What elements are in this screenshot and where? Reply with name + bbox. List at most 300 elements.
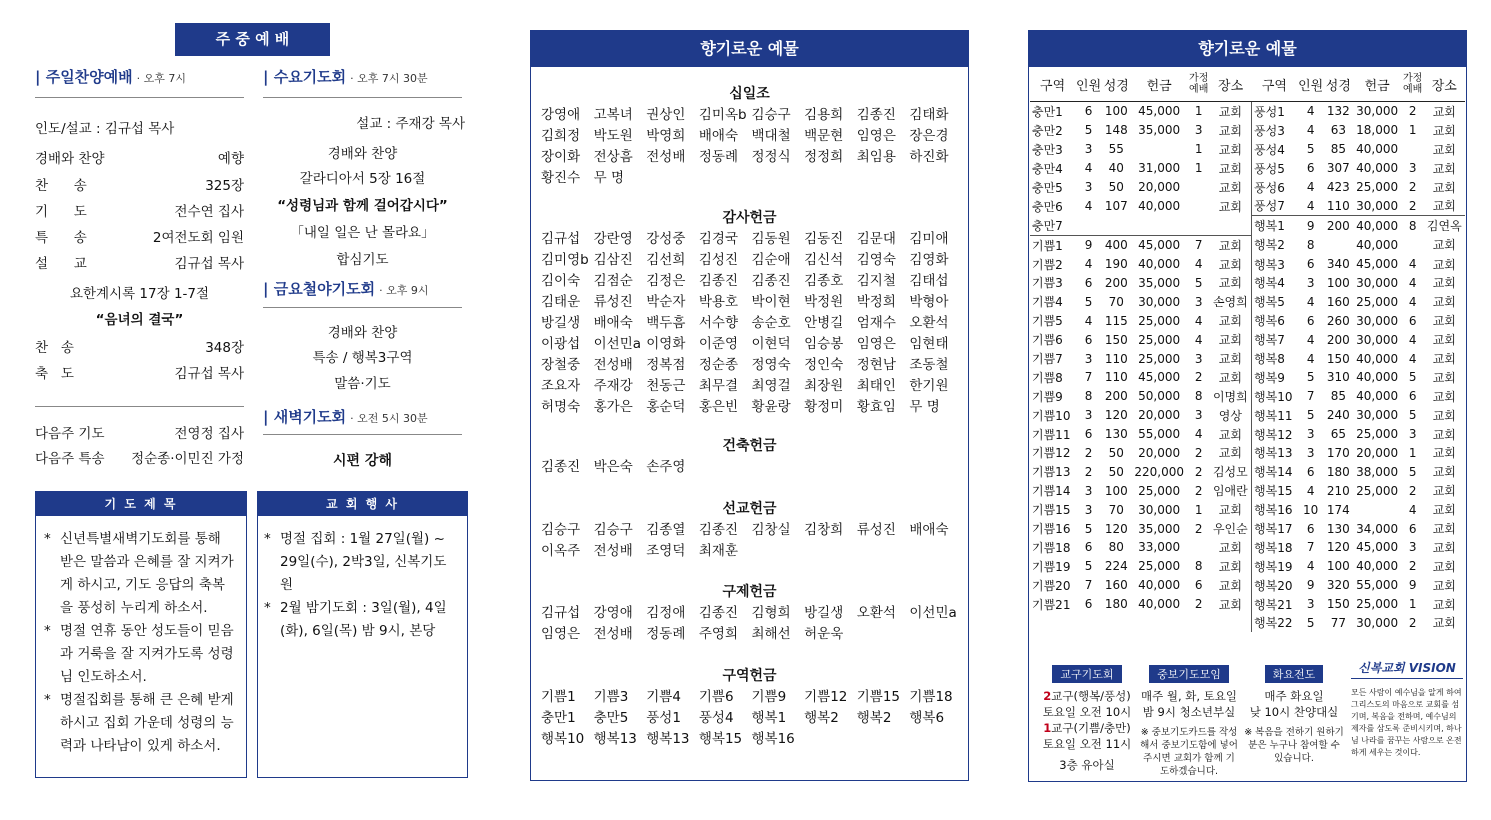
- donor-name: 류성진: [593, 294, 633, 310]
- donor-name: 정정희: [804, 149, 844, 165]
- table-cell: 240: [1326, 408, 1350, 423]
- donor-name: 김동원: [751, 231, 791, 247]
- table-row: [1030, 349, 1465, 368]
- table-cell: 7: [1306, 389, 1315, 404]
- donor-name: 류성진: [856, 522, 896, 538]
- table-row: [1030, 481, 1465, 500]
- table-row: [1030, 274, 1465, 293]
- table-cell: 25,000: [1138, 313, 1181, 328]
- offering-name-list: [541, 687, 962, 750]
- table-cell: 120: [1326, 540, 1350, 555]
- donor-name: 김종진: [698, 605, 738, 621]
- table-cell: 340: [1326, 257, 1350, 272]
- table-cell: 행복16: [1254, 503, 1293, 518]
- table-cell: 교회: [1210, 274, 1252, 293]
- donor-name: 기쁨6: [698, 689, 734, 705]
- table-cell: 기쁨18: [1032, 540, 1071, 555]
- table-cell: 35,000: [1138, 275, 1181, 290]
- table-cell: 6: [1084, 427, 1093, 442]
- table-cell: [1188, 178, 1210, 197]
- donor-name: 정동례: [646, 626, 686, 642]
- table-cell: 40,000: [1138, 199, 1181, 214]
- donor-name: 김경국: [698, 231, 738, 247]
- table-cell: 45,000: [1356, 540, 1399, 555]
- offering-group-title: 건축헌금: [722, 438, 777, 454]
- column-header: 인원: [1075, 67, 1102, 102]
- table-row: [1030, 368, 1465, 387]
- donor-name: 고복녀: [593, 107, 633, 123]
- donor-name: 행복2: [856, 710, 892, 726]
- table-cell: 행복12: [1254, 427, 1293, 442]
- table-cell: 4: [1194, 332, 1203, 347]
- table-cell: 교회: [1432, 540, 1456, 555]
- table-cell: 3: [1084, 408, 1093, 423]
- table-cell: 교회: [1432, 503, 1456, 518]
- table-cell: 기쁨7: [1032, 352, 1063, 367]
- donor-name: 정순종: [698, 357, 738, 373]
- sunday-closing-label: 축 도: [35, 366, 74, 382]
- table-cell: [1188, 216, 1210, 235]
- table-cell: 풍성4: [1254, 142, 1285, 157]
- wednesday-service-title: | 수요기도회 · 오후 7시 30분: [263, 68, 428, 86]
- table-cell: 3: [1194, 123, 1203, 138]
- donor-name: 기쁨15: [856, 689, 901, 705]
- intercession-note: ※ 중보기도카드를 작성해서 중보기도함에 넣어주시면 교회가 함께 기도하겠습니다.: [1140, 727, 1238, 777]
- donor-name: 정동례: [698, 149, 738, 165]
- table-cell: 6: [1306, 521, 1315, 536]
- church-event-item: * 2월 밤기도회 : 3일(월), 4일(화), 6일(목) 밤 9시, 본당: [280, 597, 457, 643]
- table-cell: 40,000: [1356, 237, 1399, 252]
- evangelism-line-1: 매주 화요일: [1264, 689, 1324, 703]
- table-cell: [1131, 140, 1188, 159]
- table-cell: [1402, 140, 1424, 159]
- table-cell: 1: [1408, 445, 1417, 460]
- table-cell: [1102, 216, 1131, 235]
- dawn-service-title: | 새벽기도회 · 오전 5시 30분: [263, 408, 428, 426]
- table-cell: 행복10: [1254, 389, 1293, 404]
- table-cell: 교회: [1210, 538, 1252, 557]
- sunday-label: 기 도: [35, 204, 87, 220]
- donor-name: 임승봉: [804, 336, 844, 352]
- table-cell: 260: [1326, 313, 1350, 328]
- table-cell: 6: [1408, 313, 1417, 328]
- offering-group-title: 구역헌금: [722, 668, 777, 684]
- table-cell: 행복8: [1254, 352, 1285, 367]
- friday-line-3: 말씀·기도: [334, 376, 391, 392]
- table-cell: [1188, 538, 1210, 557]
- table-cell: 9: [1084, 238, 1093, 253]
- table-cell: 45,000: [1138, 238, 1181, 253]
- church-events-box: [257, 491, 468, 778]
- table-cell: 55,000: [1356, 578, 1399, 593]
- donor-name: 천동근: [646, 378, 686, 394]
- table-cell: 3: [1194, 408, 1203, 423]
- table-cell: 4: [1408, 275, 1417, 290]
- table-cell: 160: [1326, 294, 1350, 309]
- donor-name: 황진수: [541, 170, 581, 186]
- table-cell: 행복20: [1254, 578, 1293, 593]
- table-cell: 150: [1326, 351, 1350, 366]
- table-row: [1030, 196, 1465, 215]
- table-cell: 6: [1408, 389, 1417, 404]
- donor-name: 김형희: [751, 605, 791, 621]
- donor-name: 김선희: [646, 252, 686, 268]
- offering-name-list: [541, 105, 962, 189]
- table-cell: 행복18: [1254, 540, 1293, 555]
- table-cell: 55: [1108, 142, 1124, 157]
- donor-name: 백문현: [804, 128, 844, 144]
- table-cell: 기쁨19: [1032, 559, 1071, 574]
- district-offerings-table: [1030, 67, 1465, 632]
- donor-name: 김미애: [909, 231, 949, 247]
- donor-name: 강란영: [593, 231, 633, 247]
- table-cell: 4: [1306, 332, 1315, 347]
- table-cell: 교회: [1210, 235, 1252, 254]
- table-cell: 30,000: [1356, 275, 1399, 290]
- donor-name: 박순자: [646, 294, 686, 310]
- intercession-block: [1139, 663, 1239, 778]
- district2-number: 2: [1043, 689, 1052, 703]
- table-cell: 50: [1108, 464, 1124, 479]
- table-cell: 200: [1326, 218, 1350, 233]
- sunday-value: 김규섭 목사: [174, 256, 244, 272]
- table-cell: 100: [1326, 275, 1350, 290]
- table-cell: 4: [1306, 180, 1315, 194]
- district2-time: 토요일 오전 10시: [1042, 705, 1132, 719]
- table-cell: 100: [1326, 559, 1350, 574]
- table-cell: 55,000: [1138, 427, 1181, 442]
- column-header: 장소: [1424, 67, 1465, 102]
- table-cell: 3: [1084, 502, 1093, 517]
- district-prayer-header: 교구기도회: [1052, 665, 1121, 683]
- table-cell: 1: [1408, 597, 1417, 612]
- table-cell: 3: [1084, 483, 1093, 498]
- table-cell: 5: [1084, 521, 1093, 536]
- table-cell: [1131, 614, 1188, 633]
- donor-name: 정현남: [856, 357, 896, 373]
- prayer-topics-header: 기 도 제 목: [36, 492, 246, 516]
- table-row: [1030, 292, 1465, 311]
- donor-name: 이광섭: [541, 336, 581, 352]
- donor-name: 임현태: [909, 336, 949, 352]
- table-cell: 3: [1408, 427, 1417, 442]
- table-cell: 100: [1104, 483, 1128, 498]
- table-cell: 20,000: [1138, 180, 1181, 194]
- table-cell: 2: [1084, 445, 1093, 460]
- donor-name: 김지철: [856, 273, 896, 289]
- sunday-value: 예향: [217, 151, 244, 167]
- table-row: [1030, 121, 1465, 140]
- offering-name-list: [541, 457, 962, 478]
- table-cell: 교회: [1210, 425, 1252, 444]
- table-cell: 8: [1084, 389, 1093, 404]
- table-cell: 행복7: [1254, 333, 1285, 348]
- table-cell: 6: [1306, 464, 1315, 479]
- table-cell: 190: [1104, 257, 1128, 272]
- table-cell: 31,000: [1138, 161, 1181, 176]
- next-week-label: 다음주 특송: [35, 451, 105, 467]
- table-cell: 40,000: [1356, 142, 1399, 157]
- column-header: 성경: [1324, 67, 1353, 102]
- table-cell: 5: [1306, 142, 1315, 157]
- table-cell: 35,000: [1138, 123, 1181, 138]
- sunday-sermon-title: “음녀의 결국”: [95, 312, 184, 328]
- table-cell: 풍성3: [1254, 123, 1285, 138]
- donor-name: 전성배: [593, 357, 633, 373]
- donor-name: 행복15: [698, 731, 743, 747]
- table-row: [1030, 576, 1465, 595]
- column-header: 헌금: [1353, 67, 1402, 102]
- table-cell: 25,000: [1356, 597, 1399, 612]
- offering-group-title: 선교헌금: [722, 501, 777, 517]
- table-cell: 100: [1104, 104, 1128, 119]
- table-cell: 교회: [1432, 180, 1456, 195]
- table-cell: 교회: [1210, 595, 1252, 614]
- table-cell: 210: [1326, 483, 1350, 498]
- table-cell: 5: [1306, 370, 1315, 385]
- donor-name: 최임용: [856, 149, 896, 165]
- table-cell: 170: [1326, 445, 1350, 460]
- table-cell: [1131, 216, 1188, 235]
- table-row: [1030, 330, 1465, 349]
- table-cell: 115: [1104, 313, 1128, 328]
- table-cell: 130: [1104, 427, 1128, 442]
- sunday-closing-row: [35, 362, 244, 382]
- table-cell: 교회: [1432, 616, 1456, 631]
- table-cell: 8: [1194, 389, 1203, 404]
- table-cell: 충만4: [1032, 161, 1063, 176]
- table-cell: 행복15: [1254, 484, 1293, 499]
- table-cell: [1402, 235, 1424, 254]
- sunday-row: [35, 226, 244, 246]
- table-cell: 40,000: [1356, 389, 1399, 404]
- table-cell: 교회: [1424, 196, 1465, 215]
- donor-name: 무 명: [909, 399, 940, 415]
- donor-name: 오환석: [909, 315, 949, 331]
- sunday-closing-label: 찬 송: [35, 340, 74, 356]
- table-cell: 6: [1084, 104, 1093, 119]
- table-cell: 5: [1306, 615, 1315, 630]
- sunday-row: [35, 200, 244, 220]
- table-cell: 행복13: [1254, 446, 1293, 461]
- table-cell: 110: [1104, 370, 1128, 385]
- table-cell: 38,000: [1356, 464, 1399, 479]
- table-cell: 1: [1194, 161, 1203, 176]
- table-cell: 교회: [1210, 121, 1252, 140]
- table-cell: 기쁨4: [1032, 295, 1063, 310]
- table-cell: 130: [1326, 521, 1350, 536]
- table-cell: 기쁨6: [1032, 333, 1063, 348]
- table-cell: 7: [1084, 578, 1093, 593]
- table-cell: 3: [1084, 351, 1093, 366]
- table-row: [1030, 102, 1465, 121]
- table-row: [1030, 500, 1465, 519]
- donor-name: 황정미: [804, 399, 844, 415]
- divider: [35, 97, 244, 98]
- table-row: [1030, 387, 1465, 406]
- offerings-header: 향기로운 예물: [531, 31, 968, 67]
- donor-name: 박형아: [909, 294, 949, 310]
- donor-name: 박영희: [646, 128, 686, 144]
- donor-name: 서수향: [698, 315, 738, 331]
- donor-name: 엄재수: [856, 315, 896, 331]
- table-cell: 교회: [1432, 104, 1456, 119]
- table-cell: 200: [1326, 332, 1350, 347]
- evangelism-block: [1244, 663, 1344, 765]
- table-cell: 9: [1306, 578, 1315, 593]
- table-cell: 교회: [1210, 255, 1252, 274]
- table-cell: 충만3: [1032, 142, 1063, 157]
- table-cell: 1: [1408, 123, 1417, 138]
- table-cell: 4: [1194, 257, 1203, 272]
- donor-name: 박정희: [856, 294, 896, 310]
- sunday-label: 경배와 찬양: [35, 151, 105, 167]
- table-cell: 8: [1194, 559, 1203, 574]
- table-cell: 40: [1108, 161, 1124, 176]
- sunday-service-title: | 주일찬양예배 · 오후 7시: [35, 68, 187, 86]
- table-cell: 교회: [1432, 352, 1456, 367]
- table-cell: 5: [1306, 408, 1315, 423]
- offering-name-list: [541, 603, 962, 645]
- donor-name: 장이화: [541, 149, 581, 165]
- table-cell: 6: [1194, 578, 1203, 593]
- donor-name: 정정식: [751, 149, 791, 165]
- table-cell: 120: [1104, 408, 1128, 423]
- table-cell: 6: [1084, 540, 1093, 555]
- donor-name: 강영애: [541, 107, 581, 123]
- donor-name: 김동진: [804, 231, 844, 247]
- table-row: [1030, 406, 1465, 425]
- donor-name: 홍순덕: [646, 399, 686, 415]
- table-cell: 8: [1408, 218, 1417, 233]
- table-cell: 행복11: [1254, 408, 1293, 423]
- donor-name: 배애숙: [909, 522, 949, 538]
- table-cell: 423: [1326, 180, 1350, 194]
- offering-name-list: [541, 520, 962, 562]
- table-cell: 6: [1084, 332, 1093, 347]
- prayer-topic-item: * 신년특별새벽기도회를 통해 받은 말씀과 은혜를 잘 지켜가게 하시고, 기도 응답의 축복을 풍성히 누리게 하소서.: [60, 528, 236, 620]
- sunday-row: [35, 174, 244, 194]
- table-cell: 25,000: [1138, 483, 1181, 498]
- wednesday-song: 「내일 일은 난 몰라요」: [290, 225, 435, 241]
- table-cell: 180: [1326, 464, 1350, 479]
- offerings-table-header: 향기로운 예물: [1029, 31, 1466, 67]
- donor-name: 강영애: [593, 605, 633, 621]
- donor-name: 충만1: [541, 710, 576, 726]
- table-cell: 4: [1306, 104, 1315, 119]
- table-cell: 교회: [1210, 159, 1252, 178]
- table-cell: 5: [1084, 294, 1093, 309]
- table-cell: 교회: [1432, 559, 1456, 574]
- donor-name: 최무결: [698, 378, 738, 394]
- table-row: [1030, 235, 1465, 254]
- sunday-value: 2여전도회 임원: [152, 230, 244, 246]
- table-cell: 김성모: [1210, 462, 1252, 481]
- table-cell: 35,000: [1138, 521, 1181, 536]
- donor-name: 행복2: [804, 710, 839, 726]
- prayer-topic-item: * 명절 연휴 동안 성도들이 믿음과 거룩을 잘 지켜가도록 성령님 인도하소서.: [60, 620, 236, 689]
- table-cell: 기쁨3: [1032, 276, 1063, 291]
- donor-name: 김종진: [698, 522, 738, 538]
- sunday-value: 전수연 집사: [174, 204, 244, 220]
- column-header: 인원: [1297, 67, 1324, 102]
- table-cell: 120: [1104, 521, 1128, 536]
- table-cell: 6: [1408, 521, 1417, 536]
- donor-name: 풍성1: [646, 710, 681, 726]
- table-row: [1030, 255, 1465, 274]
- donor-name: 이영화: [646, 336, 686, 352]
- table-cell: 기쁨15: [1032, 503, 1071, 518]
- table-cell: 기쁨2: [1032, 257, 1063, 272]
- district1-number: 1: [1043, 721, 1052, 735]
- table-cell: [1102, 614, 1131, 633]
- table-cell: 5: [1194, 275, 1203, 290]
- table-cell: 18,000: [1356, 123, 1399, 138]
- table-cell: 70: [1108, 294, 1124, 309]
- column-header: 구역: [1030, 67, 1075, 102]
- table-cell: 63: [1330, 123, 1346, 138]
- table-cell: 3: [1194, 294, 1203, 309]
- table-cell: 20,000: [1356, 445, 1399, 460]
- donor-name: 최장원: [804, 378, 844, 394]
- table-cell: 85: [1330, 142, 1346, 157]
- donor-name: 조영덕: [646, 543, 686, 559]
- table-cell: 50: [1108, 445, 1124, 460]
- donor-name: 박용호: [698, 294, 738, 310]
- donor-name: 김종진: [698, 273, 738, 289]
- donor-name: 행복6: [909, 710, 945, 726]
- table-cell: 풍성1: [1254, 104, 1285, 119]
- table-cell: 4: [1306, 351, 1315, 366]
- table-cell: 5: [1408, 464, 1417, 479]
- table-cell: 25,000: [1138, 332, 1181, 347]
- donor-name: 최영걸: [751, 378, 791, 394]
- table-cell: 310: [1326, 370, 1350, 385]
- table-cell: 30,000: [1356, 104, 1399, 119]
- donor-name: 강성중: [646, 231, 686, 247]
- table-cell: 교회: [1210, 349, 1252, 368]
- donor-name: 김승구: [593, 522, 633, 538]
- next-week-row: [35, 447, 244, 467]
- table-row: [1030, 140, 1465, 159]
- table-cell: 5: [1408, 408, 1417, 423]
- donor-name: 김용희: [804, 107, 844, 123]
- table-cell: 2: [1194, 597, 1203, 612]
- donor-name: 이현덕: [751, 336, 791, 352]
- table-cell: 400: [1104, 238, 1128, 253]
- table-cell: 임애란: [1210, 481, 1252, 500]
- table-cell: 4: [1306, 559, 1315, 574]
- donor-name: 김창희: [804, 522, 844, 538]
- table-cell: 70: [1108, 502, 1124, 517]
- divider: [35, 406, 244, 407]
- district2-text: 교구(행복/풍성): [1051, 689, 1131, 703]
- table-cell: 45,000: [1138, 370, 1181, 385]
- table-cell: 20,000: [1138, 408, 1181, 423]
- donor-name: 김성진: [698, 252, 738, 268]
- donor-name: 권상인: [646, 107, 686, 123]
- donor-name: 김태운: [541, 294, 581, 310]
- table-cell: 2: [1408, 559, 1417, 574]
- district1-time: 토요일 오전 11시: [1042, 737, 1132, 751]
- sunday-closing-value: 김규섭 목사: [174, 366, 244, 382]
- table-cell: 교회: [1432, 314, 1456, 329]
- table-cell: 3: [1306, 275, 1315, 290]
- table-cell: 행복22: [1254, 616, 1293, 631]
- table-row: [1030, 159, 1465, 178]
- donor-name: 김정은: [646, 273, 686, 289]
- donor-name: 행복1: [751, 710, 787, 726]
